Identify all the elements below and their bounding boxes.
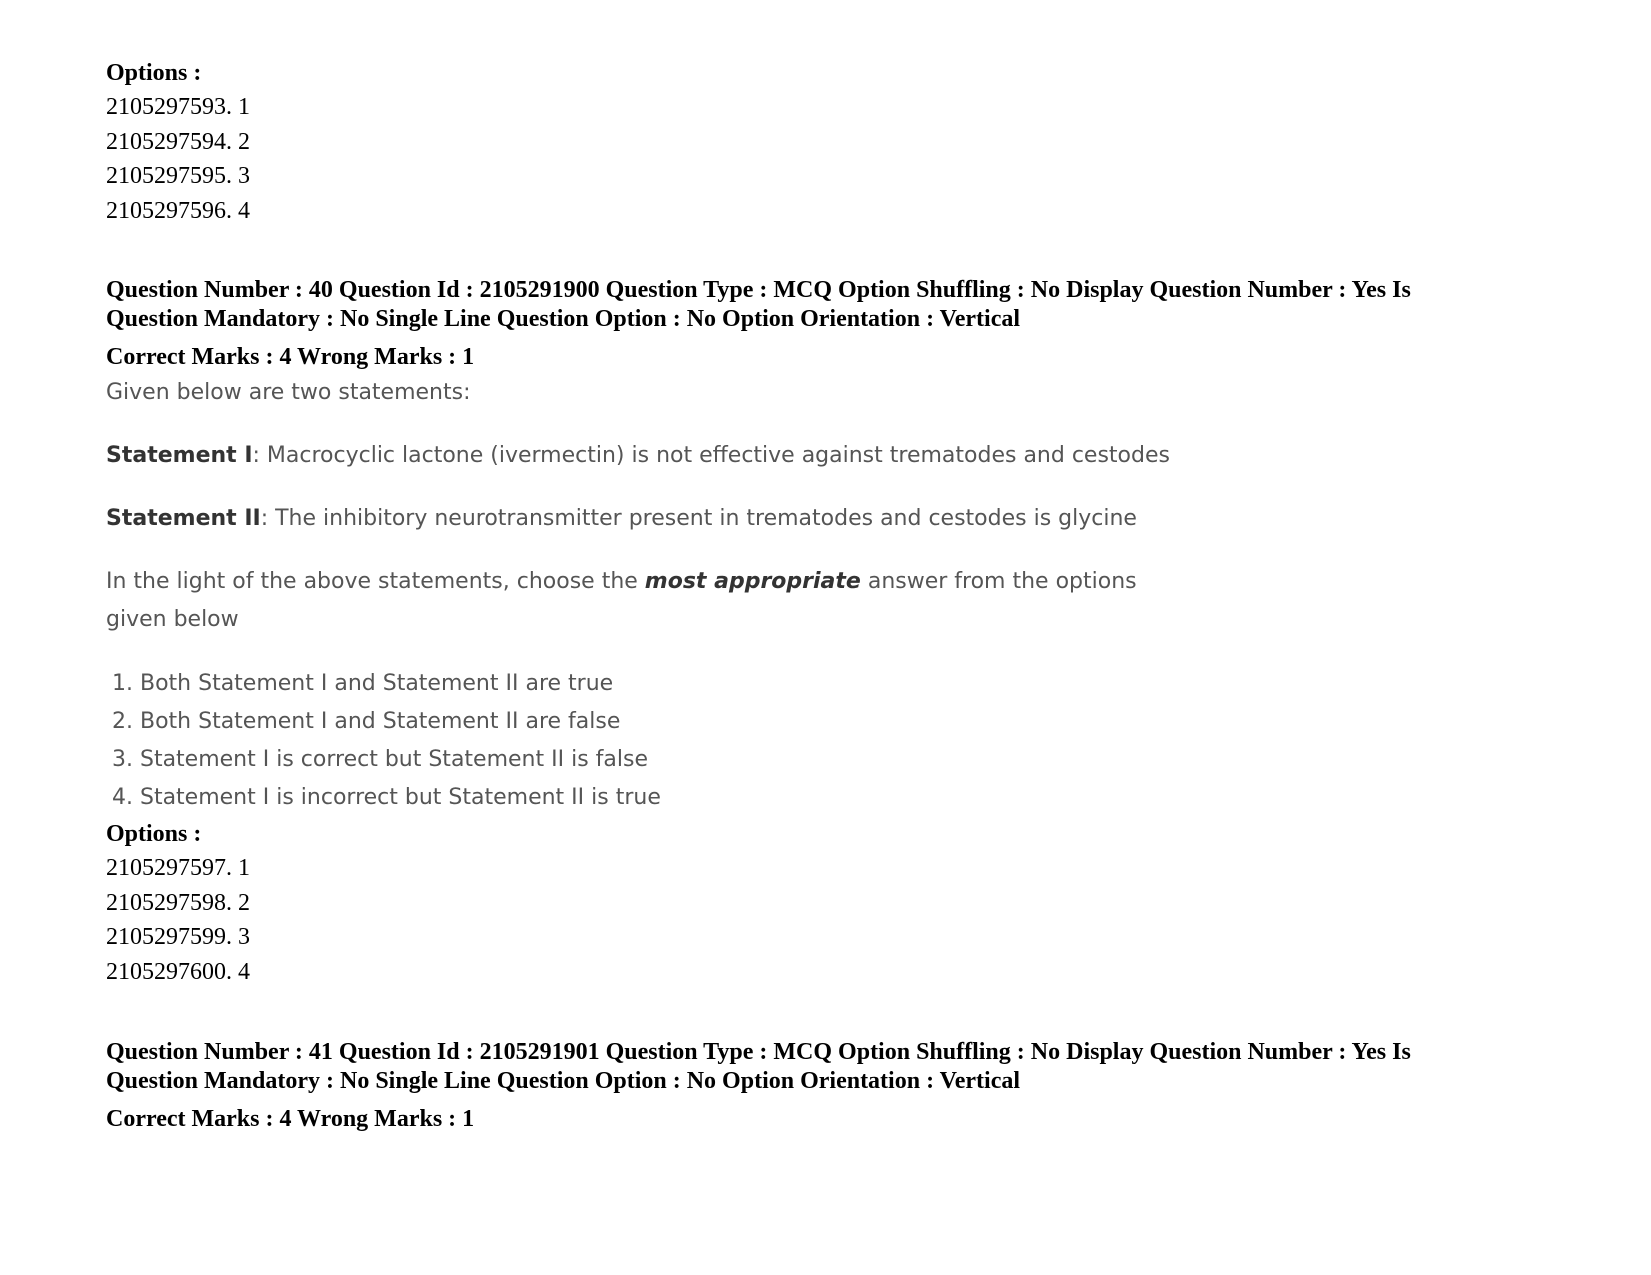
question-instruction — [106, 569, 1137, 594]
option-item: 2105297597. 1 — [106, 855, 250, 881]
question-meta-line: Question Number : 41 Question Id : 2105291901 Question Type : MCQ Option Shuffling : No Display Question Number : Yes Is — [106, 1039, 1411, 1065]
statement-2-label: Statement II — [106, 506, 261, 531]
question-40-options-list — [106, 851, 250, 989]
statement-2 — [106, 506, 1137, 531]
question-41-meta — [106, 1038, 1546, 1096]
top-options-list — [106, 90, 250, 228]
answer-choice: 2. Both Statement I and Statement II are false — [112, 709, 621, 734]
answer-choice: 3. Statement I is correct but Statement II is false — [112, 747, 648, 772]
option-item: 2105297598. 2 — [106, 889, 250, 916]
option-item: 2105297594. 2 — [106, 128, 250, 155]
instruction-emphasis: most appropriate — [644, 569, 861, 594]
question-intro: Given below are two statements: — [106, 380, 471, 405]
question-instruction-line2: given below — [106, 607, 239, 632]
question-meta-line: Question Mandatory : No Single Line Question Option : No Option Orientation : Vertical — [106, 306, 1021, 332]
answer-choice: 1. Both Statement I and Statement II are true — [112, 671, 614, 696]
option-item: 2105297596. 4 — [106, 197, 250, 224]
options-heading: Options : — [106, 821, 202, 847]
options-heading: Options : — [106, 60, 202, 86]
option-item: 2105297593. 1 — [106, 94, 250, 120]
option-item: 2105297599. 3 — [106, 924, 250, 950]
statement-1-text: : Macrocyclic lactone (ivermectin) is not effective against trematodes and cestodes — [252, 443, 1170, 468]
question-meta-line: Question Mandatory : No Single Line Question Option : No Option Orientation : Vertical — [106, 1068, 1021, 1094]
statement-2-text: : The inhibitory neurotransmitter present in trematodes and cestodes is glycine — [260, 506, 1137, 531]
question-41-marks: Correct Marks : 4 Wrong Marks : 1 — [106, 1106, 475, 1132]
statement-1-label: Statement I — [106, 443, 253, 468]
statement-1 — [106, 443, 1170, 468]
instruction-post: answer from the options — [860, 569, 1137, 594]
option-item: 2105297595. 3 — [106, 163, 250, 189]
option-item: 2105297600. 4 — [106, 958, 250, 985]
question-meta-line: Question Number : 40 Question Id : 2105291900 Question Type : MCQ Option Shuffling : No Display Question Number : Yes Is — [106, 277, 1411, 303]
instruction-pre: In the light of the above statements, choose the — [106, 569, 645, 594]
answer-choice: 4. Statement I is incorrect but Statement II is true — [112, 785, 661, 810]
question-40-meta — [106, 276, 1546, 334]
question-40-marks: Correct Marks : 4 Wrong Marks : 1 — [106, 344, 475, 370]
